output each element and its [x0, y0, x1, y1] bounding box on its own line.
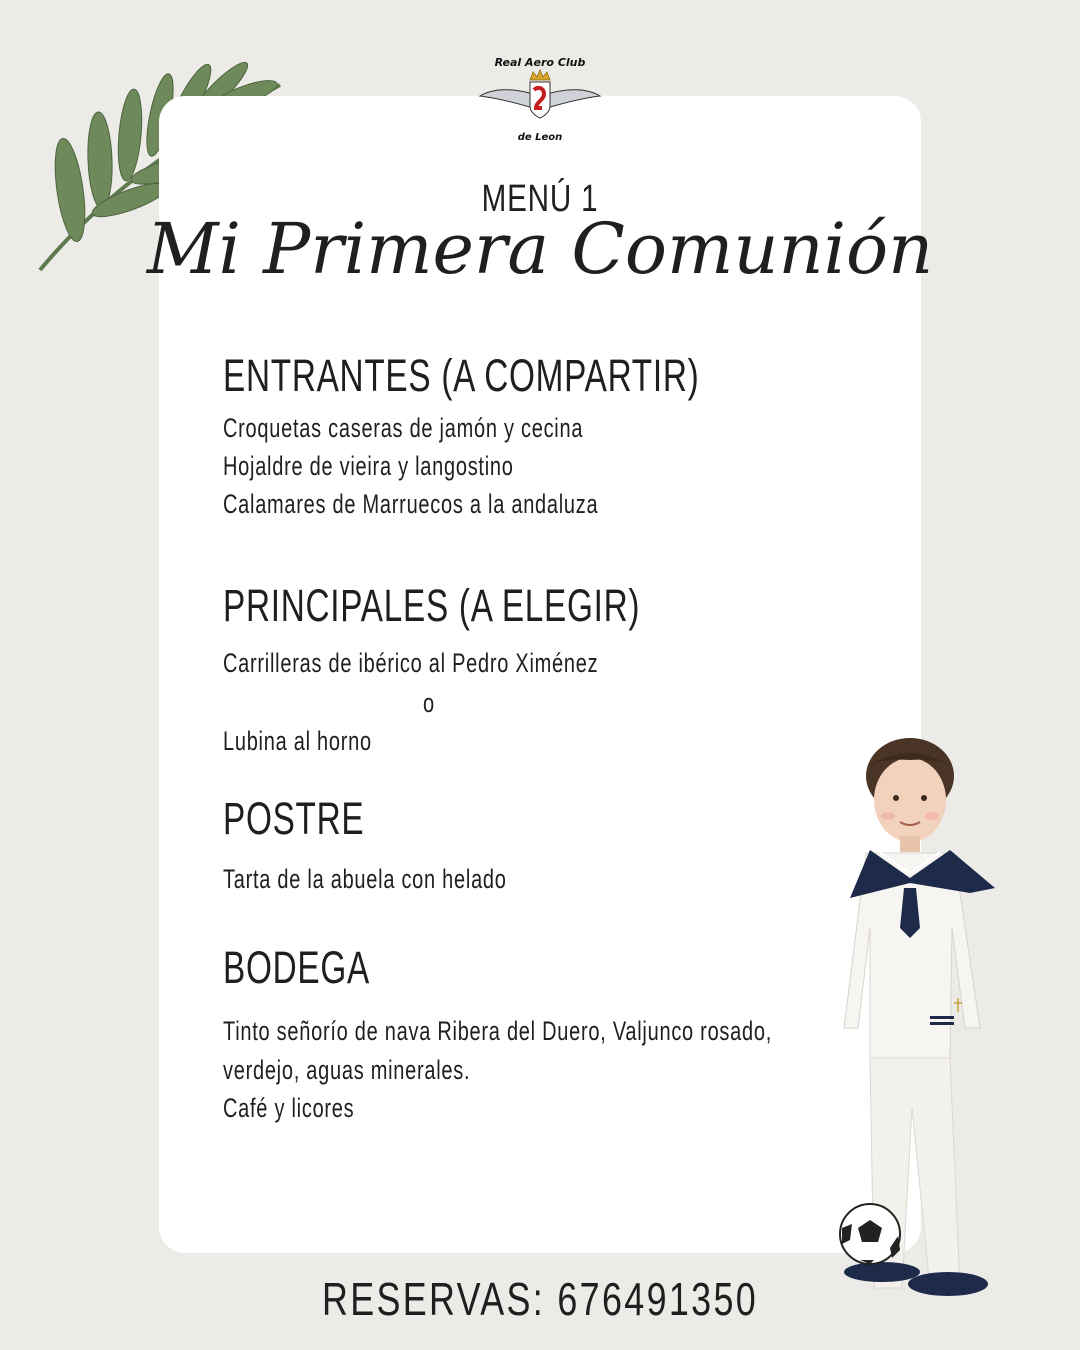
section-heading-bodega: BODEGA — [223, 942, 370, 993]
communion-boy-illustration — [830, 728, 1010, 1308]
menu-item: verdejo, aguas minerales. — [223, 1055, 471, 1085]
section-heading-principales: PRINCIPALES (A ELEGIR) — [223, 580, 641, 631]
menu-item: Tarta de la abuela con helado — [223, 864, 507, 894]
menu-item-or: o — [423, 688, 435, 718]
menu-item: Hojaldre de vieira y langostino — [223, 451, 514, 481]
real-aero-club-logo — [478, 50, 602, 146]
menu-number: MENÚ 1 — [481, 178, 599, 220]
menu-item: Lubina al horno — [223, 726, 372, 756]
page-title: Mi Primera Comunión — [146, 208, 934, 290]
section-heading-entrantes: ENTRANTES (A COMPARTIR) — [223, 350, 700, 401]
soccer-ball-icon — [840, 1204, 900, 1264]
logo-line1: Real Aero Club — [494, 56, 586, 69]
section-heading-postre: POSTRE — [223, 793, 365, 844]
menu-item: Calamares de Marruecos a la andaluza — [223, 489, 599, 519]
menu-item: Croquetas caseras de jamón y cecina — [223, 413, 584, 443]
menu-item: Carrilleras de ibérico al Pedro Ximénez — [223, 648, 599, 678]
menu-item: Café y licores — [223, 1093, 355, 1123]
lion-shield-icon — [530, 82, 550, 118]
crown-icon — [530, 70, 550, 80]
logo-line2: de Leon — [517, 132, 563, 143]
menu-item: Tinto señorío de nava Ribera del Duero, Valjunco rosado, — [223, 1016, 773, 1046]
reservations-phone: RESERVAS: 676491350 — [321, 1273, 759, 1325]
